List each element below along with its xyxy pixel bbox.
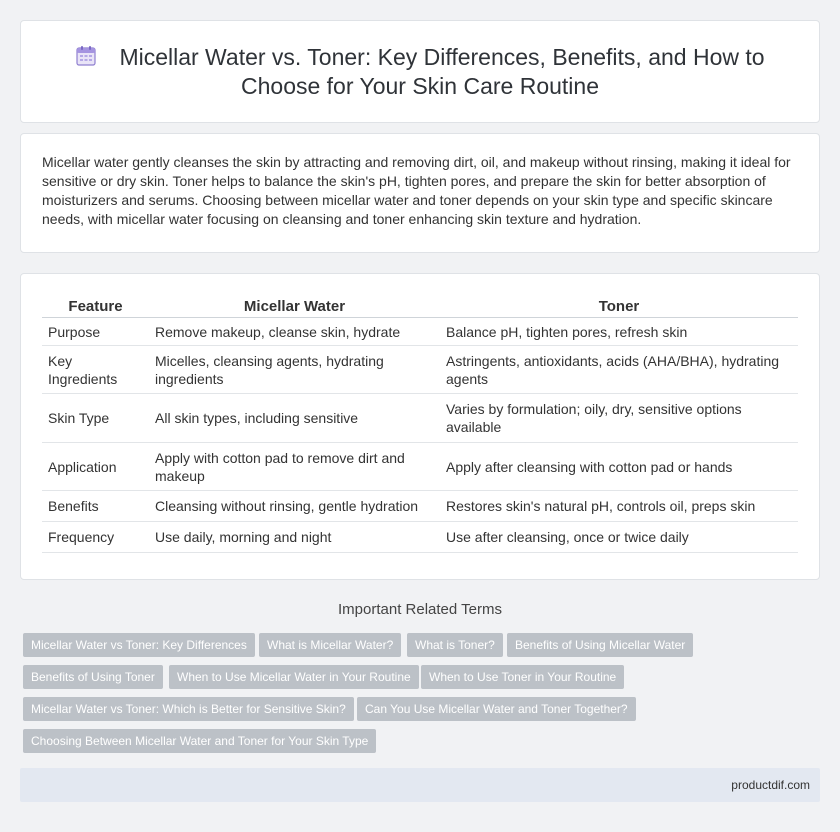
related-term-tag[interactable]: Can You Use Micellar Water and Toner Together?	[357, 697, 636, 721]
micellar-cell: Apply with cotton pad to remove dirt and makeup	[149, 443, 440, 491]
related-term-tag[interactable]: Benefits of Using Toner	[23, 665, 163, 689]
table-header-row	[42, 296, 798, 318]
intro-card	[20, 133, 820, 253]
micellar-cell: Micelles, cleansing agents, hydrating ingredients	[149, 346, 440, 394]
header-feature: Feature	[42, 296, 149, 318]
footer	[20, 768, 820, 802]
feature-cell: Key Ingredients	[42, 346, 149, 394]
feature-cell: Benefits	[42, 491, 149, 522]
toner-cell: Apply after cleansing with cotton pad or hands	[440, 443, 798, 491]
calendar-icon	[75, 45, 97, 67]
comparison-table	[42, 296, 798, 553]
related-term-tag[interactable]: What is Micellar Water?	[259, 633, 401, 657]
page-title-row	[21, 43, 819, 101]
comparison-card	[20, 273, 820, 580]
related-term-tag[interactable]: When to Use Toner in Your Routine	[421, 665, 624, 689]
toner-cell: Varies by formulation; oily, dry, sensitive options available	[440, 394, 798, 443]
table-row	[42, 394, 798, 443]
feature-cell: Application	[42, 443, 149, 491]
header-micellar-water: Micellar Water	[149, 296, 440, 318]
feature-cell: Skin Type	[42, 394, 149, 443]
page-title: Micellar Water vs. Toner: Key Differences, Benefits, and How to Choose for Your Skin Care Routine	[119, 44, 765, 99]
related-term-tag[interactable]: What is Toner?	[407, 633, 503, 657]
intro-paragraph: Micellar water gently cleanses the skin by attracting and removing dirt, oil, and makeup without rinsing, making it ideal for sensitive or dry skin. Toner helps to balance the skin's pH, tighten pores, and prepare the skin for better absorption of moisturizers and serums. Choosing between micellar water and toner depends on your skin type and specific skincare needs, with micellar water focusing on cleansing and toner enhancing skin texture and hydration.	[42, 154, 791, 227]
feature-cell: Purpose	[42, 318, 149, 346]
related-term-tag[interactable]: Choosing Between Micellar Water and Toner for Your Skin Type	[23, 729, 376, 753]
table-row	[42, 491, 798, 522]
micellar-cell: Cleansing without rinsing, gentle hydration	[149, 491, 440, 522]
related-term-tag[interactable]: Micellar Water vs Toner: Key Differences	[23, 633, 255, 657]
footer-site[interactable]: productdif.com	[731, 778, 810, 792]
micellar-cell: Remove makeup, cleanse skin, hydrate	[149, 318, 440, 346]
table-row	[42, 346, 798, 394]
toner-cell: Restores skin's natural pH, controls oil, preps skin	[440, 491, 798, 522]
micellar-cell: Use daily, morning and night	[149, 522, 440, 553]
micellar-cell: All skin types, including sensitive	[149, 394, 440, 443]
header-toner: Toner	[440, 296, 798, 318]
table-row	[42, 522, 798, 553]
related-terms-title: Important Related Terms	[338, 601, 502, 618]
table-row	[42, 443, 798, 491]
related-term-tag[interactable]: Micellar Water vs Toner: Which is Better for Sensitive Skin?	[23, 697, 354, 721]
related-term-tag[interactable]: Benefits of Using Micellar Water	[507, 633, 693, 657]
toner-cell: Balance pH, tighten pores, refresh skin	[440, 318, 798, 346]
table-row	[42, 318, 798, 346]
toner-cell: Astringents, antioxidants, acids (AHA/BHA), hydrating agents	[440, 346, 798, 394]
toner-cell: Use after cleansing, once or twice daily	[440, 522, 798, 553]
related-term-tag[interactable]: When to Use Micellar Water in Your Routine	[169, 665, 419, 689]
feature-cell: Frequency	[42, 522, 149, 553]
title-card	[20, 20, 820, 123]
